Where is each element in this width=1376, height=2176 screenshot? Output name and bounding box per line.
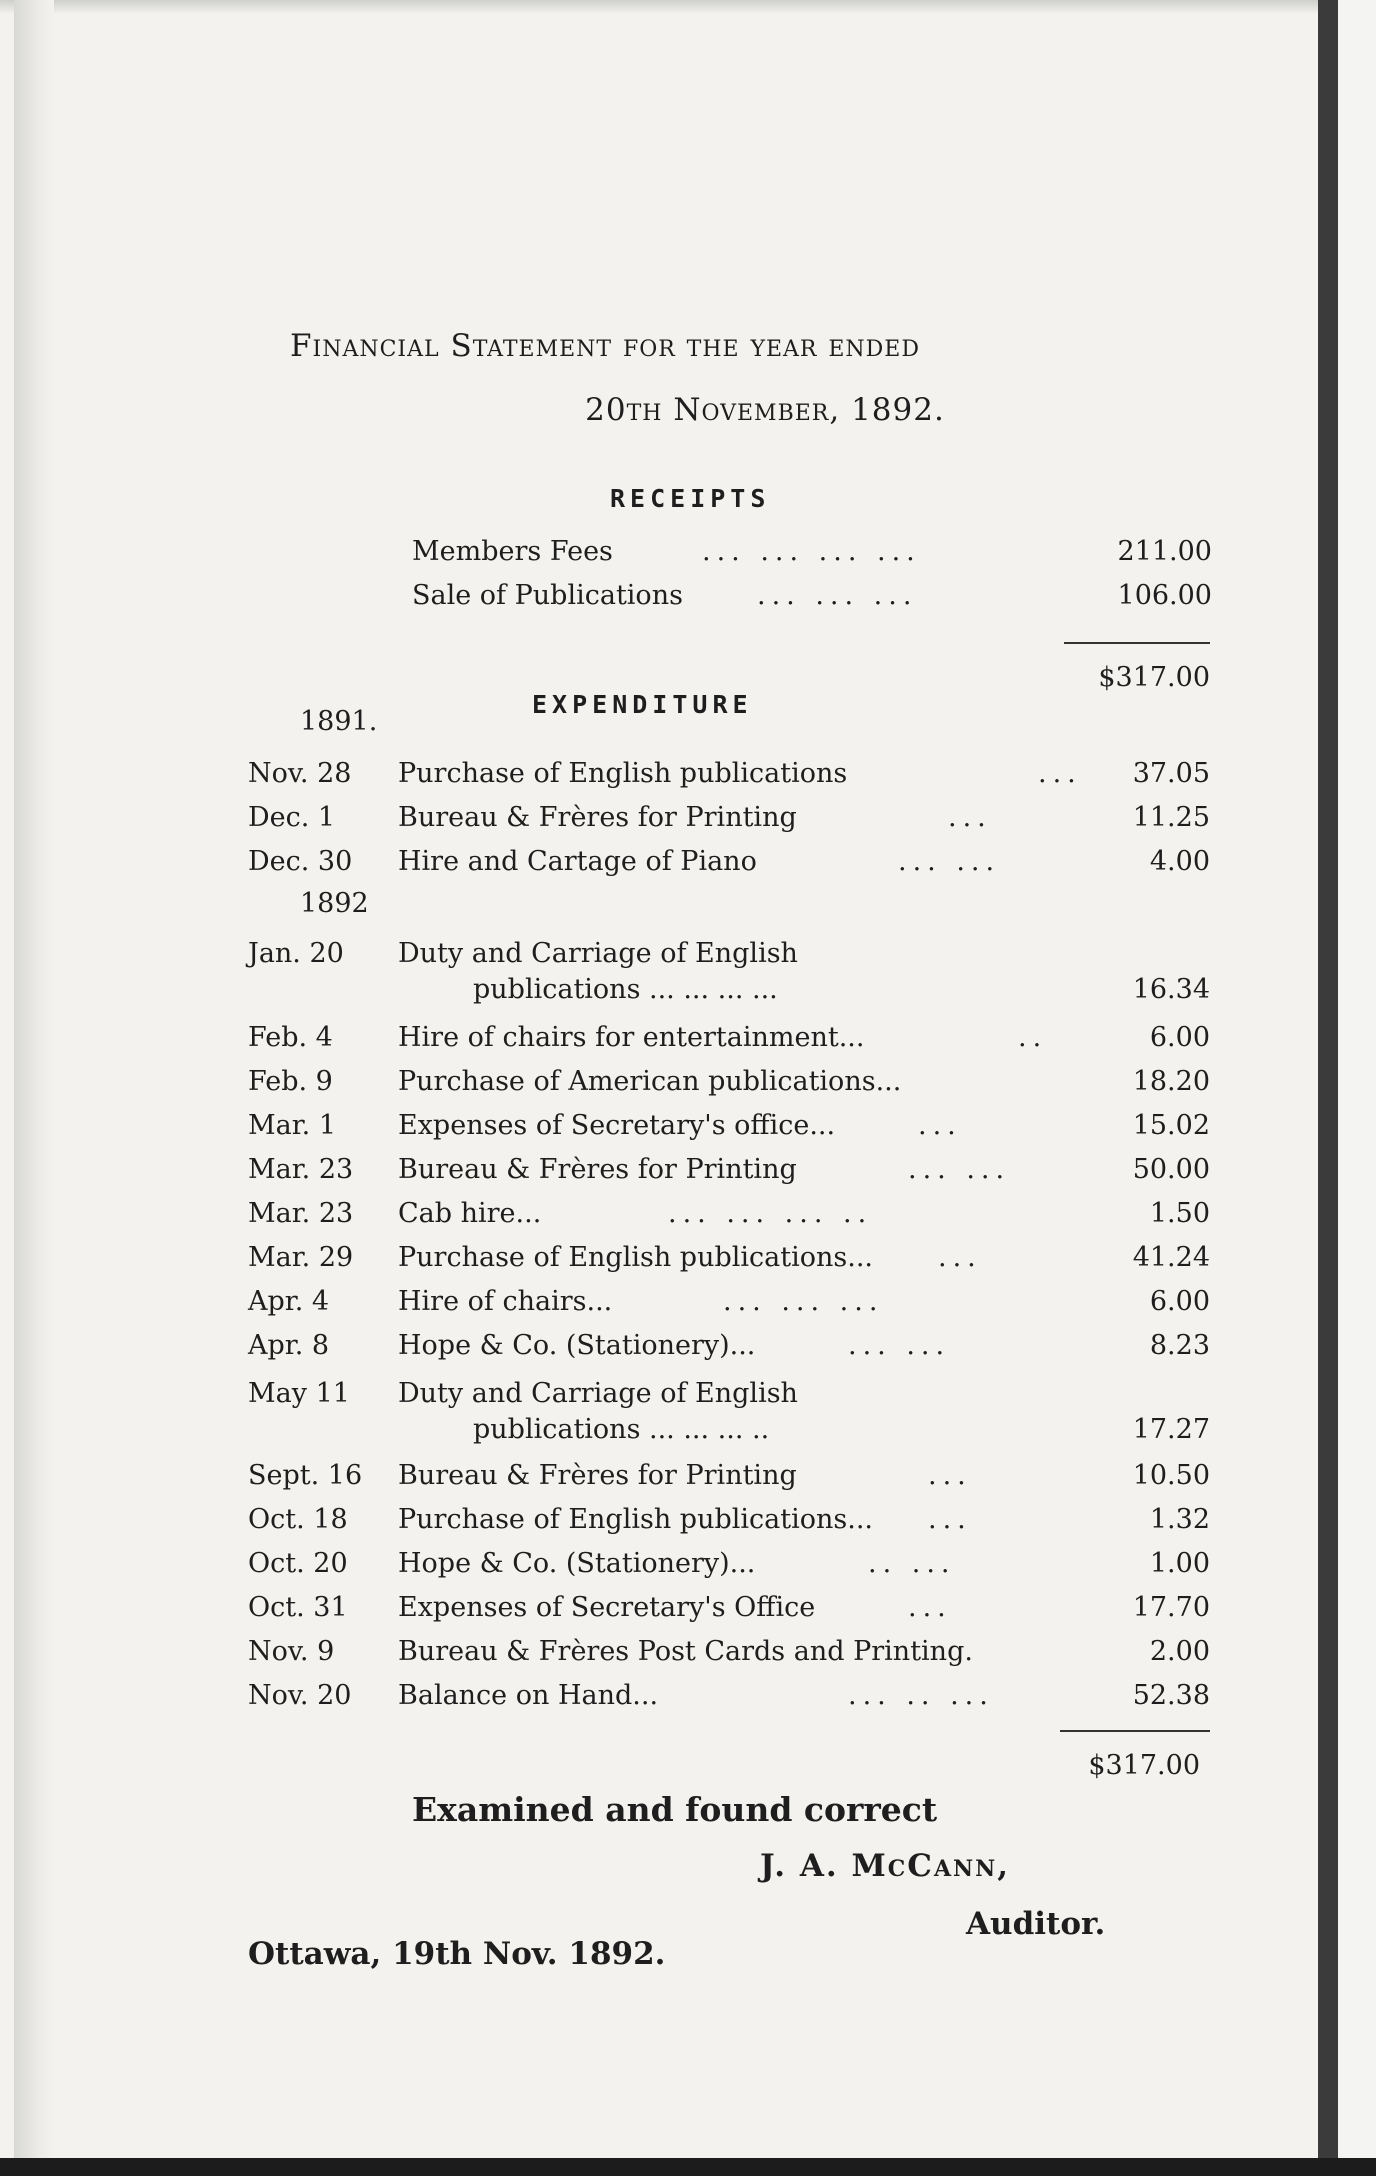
expenditure-date: Nov. 9 xyxy=(248,1636,335,1667)
expenditure-description: Hope & Co. (Stationery)... xyxy=(398,1330,756,1361)
expenditure-description: Hire of chairs for entertainment... xyxy=(398,1022,865,1053)
leader-dots: ... xyxy=(938,1242,982,1273)
scan-margin-bottom xyxy=(0,2158,1376,2176)
expenditure-description: Purchase of English publications xyxy=(398,758,848,789)
receipts-heading: RECEIPTS xyxy=(610,484,771,513)
expenditure-amount: 18.20 xyxy=(1132,1066,1210,1097)
leader-dots: ... xyxy=(948,802,992,833)
expenditure-amount: 11.25 xyxy=(1132,802,1210,833)
year-label: 1891. xyxy=(300,706,378,737)
expenditure-amount: 16.34 xyxy=(1132,974,1210,1005)
examined-statement: Examined and found correct xyxy=(412,1790,938,1829)
expenditure-amount: 2.00 xyxy=(1149,1636,1210,1667)
expenditure-description: Bureau & Frères for Printing xyxy=(398,802,797,833)
leader-dots: ... xyxy=(928,1460,972,1491)
expenditure-total-rule xyxy=(1060,1730,1210,1732)
expenditure-amount: 8.23 xyxy=(1149,1330,1210,1361)
leader-dots: .. xyxy=(1018,1022,1048,1053)
expenditure-amount: 41.24 xyxy=(1132,1242,1210,1273)
receipt-amount: 211.00 xyxy=(1117,536,1212,567)
expenditure-date: Mar. 23 xyxy=(248,1198,354,1229)
leader-dots: ... xyxy=(908,1592,952,1623)
expenditure-amount: 6.00 xyxy=(1149,1286,1210,1317)
expenditure-date: Feb. 4 xyxy=(248,1022,333,1053)
expenditure-amount: 15.02 xyxy=(1132,1110,1210,1141)
expenditure-date: Dec. 1 xyxy=(248,802,336,833)
expenditure-date: Mar. 23 xyxy=(248,1154,354,1185)
book-spine-shadow xyxy=(1318,0,1338,2176)
auditor-name: J. A. McCann, xyxy=(760,1848,1011,1884)
expenditure-heading: EXPENDITURE xyxy=(532,690,753,719)
expenditure-date: Feb. 9 xyxy=(248,1066,333,1097)
expenditure-amount: 1.00 xyxy=(1149,1548,1210,1579)
expenditure-date: Oct. 31 xyxy=(248,1592,348,1623)
expenditure-description: Duty and Carriage of English xyxy=(398,938,798,969)
expenditure-description: Bureau & Frères for Printing xyxy=(398,1460,797,1491)
expenditure-description: Duty and Carriage of English xyxy=(398,1378,798,1409)
leader-dots: ... ... xyxy=(898,846,1001,877)
expenditure-amount: 52.38 xyxy=(1132,1680,1210,1711)
leader-dots: ... ... xyxy=(908,1154,1011,1185)
expenditure-amount: 1.50 xyxy=(1149,1198,1210,1229)
leader-dots: .. ... xyxy=(868,1548,956,1579)
expenditure-amount: 17.27 xyxy=(1132,1414,1210,1445)
statement-title-line2: 20th November, 1892. xyxy=(585,392,945,428)
expenditure-amount: 37.05 xyxy=(1132,758,1210,789)
expenditure-description: Expenses of Secretary's office... xyxy=(398,1110,836,1141)
statement-title-line1: Financial Statement for the year ended xyxy=(290,328,920,364)
expenditure-total: $317.00 xyxy=(1088,1750,1200,1781)
expenditure-date: Oct. 20 xyxy=(248,1548,348,1579)
expenditure-date: Nov. 28 xyxy=(248,758,352,789)
expenditure-description: Hire and Cartage of Piano xyxy=(398,846,757,877)
leader-dots: ... ... ... xyxy=(723,1286,884,1317)
receipt-row xyxy=(412,580,1212,618)
receipts-total-rule xyxy=(1064,642,1210,644)
year-label: 1892 xyxy=(300,888,369,919)
expenditure-date: Mar. 29 xyxy=(248,1242,354,1273)
expenditure-date: Sept. 16 xyxy=(248,1460,363,1491)
expenditure-date: Jan. 20 xyxy=(248,938,344,969)
expenditure-date: Apr. 8 xyxy=(248,1330,330,1361)
expenditure-amount: 17.70 xyxy=(1132,1592,1210,1623)
expenditure-date: Apr. 4 xyxy=(248,1286,330,1317)
leader-dots: ... ... ... .. xyxy=(668,1198,873,1229)
leader-dots: ... .. ... xyxy=(848,1680,994,1711)
leader-dots: ... xyxy=(918,1110,962,1141)
expenditure-date: Nov. 20 xyxy=(248,1680,352,1711)
receipt-amount: 106.00 xyxy=(1117,580,1212,611)
leader-dots: ... ... xyxy=(848,1330,951,1361)
expenditure-description: Purchase of English publications... xyxy=(398,1242,873,1273)
expenditure-amount: 1.32 xyxy=(1149,1504,1210,1535)
expenditure-description: Cab hire... xyxy=(398,1198,542,1229)
expenditure-date: Mar. 1 xyxy=(248,1110,337,1141)
expenditure-amount: 6.00 xyxy=(1149,1022,1210,1053)
expenditure-date: May 11 xyxy=(248,1378,350,1409)
expenditure-description: Bureau & Frères Post Cards and Printing. xyxy=(398,1636,973,1667)
place-and-date: Ottawa, 19th Nov. 1892. xyxy=(248,1936,666,1972)
expenditure-description: Expenses of Secretary's Office xyxy=(398,1592,816,1623)
receipts-total: $317.00 xyxy=(1098,662,1210,693)
expenditure-description-continued: publications ... ... ... ... xyxy=(473,974,778,1005)
expenditure-description: Purchase of English publications... xyxy=(398,1504,873,1535)
expenditure-description-continued: publications ... ... ... .. xyxy=(473,1414,770,1445)
expenditure-amount: 4.00 xyxy=(1149,846,1210,877)
expenditure-description: Bureau & Frères for Printing xyxy=(398,1154,797,1185)
expenditure-description: Purchase of American publications... xyxy=(398,1066,902,1097)
leader-dots: ... ... ... ... xyxy=(702,536,921,567)
expenditure-amount: 50.00 xyxy=(1132,1154,1210,1185)
receipt-description: Sale of Publications xyxy=(412,580,683,611)
leader-dots: ... ... ... xyxy=(757,580,918,611)
expenditure-amount: 10.50 xyxy=(1132,1460,1210,1491)
expenditure-date: Oct. 18 xyxy=(248,1504,348,1535)
scan-margin-right xyxy=(1338,0,1376,2176)
expenditure-date: Dec. 30 xyxy=(248,846,353,877)
auditor-title: Auditor. xyxy=(966,1906,1106,1942)
receipt-description: Members Fees xyxy=(412,536,613,567)
expenditure-description: Balance on Hand... xyxy=(398,1680,659,1711)
leader-dots: ... xyxy=(1038,758,1082,789)
expenditure-description: Hire of chairs... xyxy=(398,1286,613,1317)
expenditure-description: Hope & Co. (Stationery)... xyxy=(398,1548,756,1579)
leader-dots: ... xyxy=(928,1504,972,1535)
receipt-row xyxy=(412,536,1212,574)
